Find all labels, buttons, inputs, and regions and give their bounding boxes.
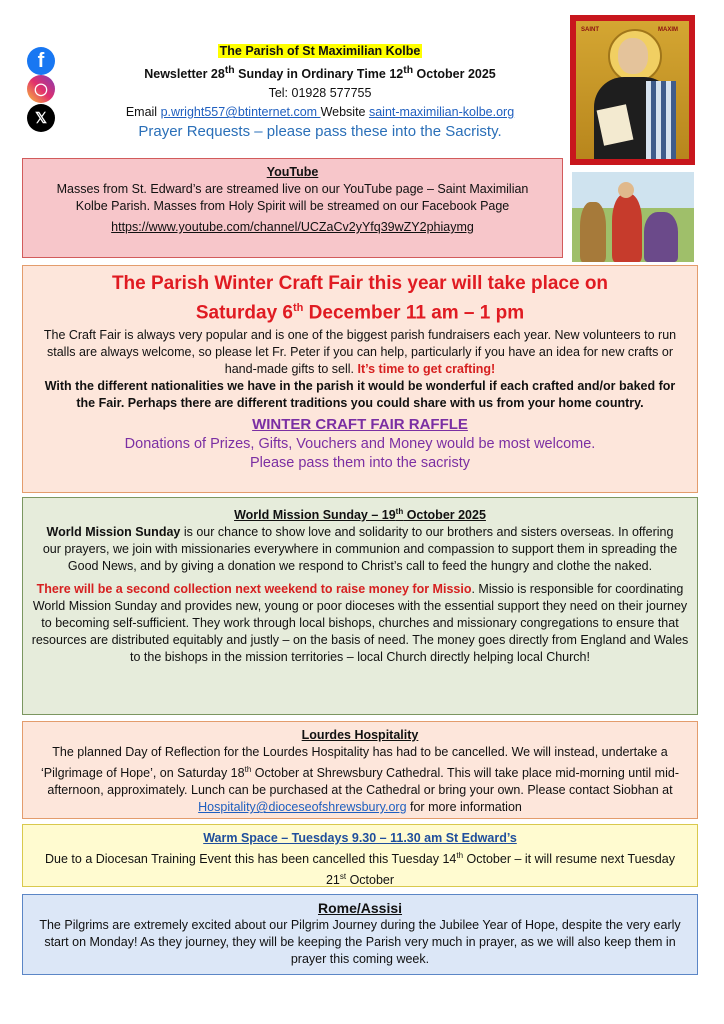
rome-assisi-body: The Pilgrims are extremely excited about our Pilgrim Journey during the Jubilee Year of Hope, despite the very early start on Monday! As they journey, they will be keeping the Parish very much in prayer, as we will also keep them in prayer this coming week. — [39, 918, 681, 966]
craft-fair-paragraph: The Craft Fair is always very popular and is one of the biggest parish fundraisers each year. New volunteers to run stalls are always welcome, so please let Fr. Peter if you can help, particularly if you have an idea for new crafts or hand-made gifts to sell. It’s time to get crafting! — [43, 328, 677, 377]
youtube-title: YouTube — [266, 165, 319, 179]
warm-space-title: Warm Space – Tuesdays 9.30 – 11.30 am St Edward’s — [203, 831, 517, 845]
youtube-notice — [22, 158, 563, 258]
rome-assisi-title: Rome/Assisi — [317, 900, 403, 916]
instagram-icon[interactable]: ◯ — [27, 75, 55, 103]
world-mission-title: World Mission Sunday – 19th October 2025 — [234, 507, 486, 523]
youtube-link[interactable]: https://www.youtube.com/channel/UCZaCv2yYfq39wZY2phiaymg — [111, 220, 474, 234]
hospitality-email-link[interactable]: Hospitality@dioceseofshrewsbury.org — [198, 800, 407, 815]
newsletter-header — [80, 42, 560, 141]
telephone: Tel: 01928 577755 — [268, 86, 372, 101]
raffle-title: WINTER CRAFT FAIR RAFFLE — [252, 416, 468, 434]
parish-name: The Parish of St Maximilian Kolbe — [219, 44, 421, 58]
craft-fair-title-line1: The Parish Winter Craft Fair this year will take place on — [111, 273, 609, 294]
saint-maximilian-icon-image: SAINT MAXIM — [570, 15, 695, 165]
facebook-icon[interactable]: f — [27, 47, 55, 75]
craft-fair-nationalities: With the different nationalities we have in the parish it would be wonderful if each crafted and/or baked for the Fair. Perhaps there are different traditions you could share with us from your home country. — [44, 379, 676, 411]
x-icon[interactable]: 𝕏 — [27, 104, 55, 132]
youtube-body: Masses from St. Edward’s are streamed live on our YouTube page – Saint Maximilian Kolbe Parish. Masses from Holy Spirit will be streamed on our Facebook Page — [56, 182, 529, 213]
rome-assisi-notice — [22, 894, 698, 975]
prayer-requests: Prayer Requests – please pass these into the Sacristy. — [138, 123, 502, 141]
website-link[interactable]: saint-maximilian-kolbe.org — [368, 105, 515, 120]
newsletter-title: Newsletter 28th Sunday in Ordinary Time 12th October 2025 — [144, 65, 496, 82]
lourdes-body: The planned Day of Reflection for the Lourdes Hospitality has had to be cancelled. We will instead, undertake a ‘Pilgrimage of Hope’, on Saturday 18th October at Shrewsbury Cathedral. This will take place mid-morning until mid-afternoon, approximately. Lunch can be purchased at the Cathedral or bring your own. Please contact Siobhan at Hospitality@dioceseofshrewsbury.org for more information — [41, 745, 679, 815]
second-collection-callout: There will be a second collection next weekend to raise money for Missio — [36, 582, 472, 597]
warm-space-notice — [22, 824, 698, 887]
contact-line: Email p.wright557@btinternet.com Website saint-maximilian-kolbe.org — [125, 105, 515, 120]
craft-fair-title-line2: Saturday 6th December 11 am – 1 pm — [195, 302, 525, 324]
world-mission-paragraph: World Mission Sunday is our chance to show love and solidarity to our brothers and sisters overseas. In offering our prayers, we join with missionaries everywhere in communion and compassion to support them in spreading the Good News, and by giving a donation we respond to Christ’s call to feed the hungry and clothe the naked. — [42, 525, 678, 574]
lourdes-title: Lourdes Hospitality — [301, 728, 419, 742]
raffle-body: Donations of Prizes, Gifts, Vouchers and Money would be most welcome. Please pass them into the sacristy — [124, 436, 596, 472]
warm-space-body: Due to a Diocesan Training Event this has been cancelled this Tuesday 14th October – it will resume next Tuesday 21st October — [45, 851, 675, 888]
missio-paragraph: There will be a second collection next weekend to raise money for Missio. Missio is responsible for coordinating World Mission Sunday and provides new, young or poor dioceses with the essential support they need on their journey to becoming self-sufficient. They work through local bishops, churches and missionary congregations to ensure that resources are distributed equitably and justly – on the basis of need. The money goes directly from England and Wales to the bishops in the mission territories – local Church directly helping local Church! — [31, 582, 689, 665]
craft-fair-callout: It’s time to get crafting! — [357, 362, 496, 377]
craft-fair-notice — [22, 265, 698, 493]
lourdes-hospitality-notice — [22, 721, 698, 819]
world-mission-notice — [22, 497, 698, 715]
email-link[interactable]: p.wright557@btinternet.com — [160, 105, 321, 120]
gospel-scene-image — [572, 172, 694, 262]
